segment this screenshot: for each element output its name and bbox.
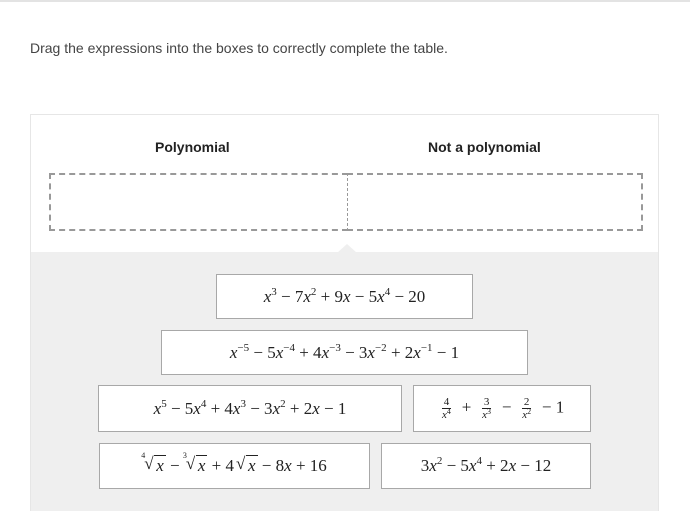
expression-tile[interactable]: $x^3 - 7x^2 + 9x - 5x^4 - 20$ bbox=[216, 274, 473, 319]
expression-tile[interactable]: $3x^2 - 5x^4 + 2x - 12$ bbox=[381, 443, 591, 489]
drop-zone-not-polynomial[interactable] bbox=[347, 173, 643, 231]
expression-tile[interactable]: $x^5 - 5x^4 + 4x^3 - 3x^2 + 2x - 1$ bbox=[98, 385, 402, 432]
expression-tile[interactable]: √ 4 x − √ 3 x + 4√ x − 8x + 16 bbox=[99, 443, 370, 489]
drop-zone-polynomial[interactable] bbox=[49, 173, 348, 231]
column-header-polynomial: Polynomial bbox=[155, 139, 230, 155]
top-divider bbox=[0, 0, 690, 2]
expression-tile[interactable]: $x^{-5} - 5x^{-4} + 4x^{-3} - 3x^{-2} + 2x^{-1} - 1$ bbox=[161, 330, 528, 375]
column-header-not-polynomial: Not a polynomial bbox=[428, 139, 541, 155]
instructions-text: Drag the expressions into the boxes to correctly complete the table. bbox=[30, 40, 448, 56]
expression-tile[interactable]: $\frac{4}{x^4}$ + $\frac{3}{x^3}$ − $\frac{2}{x^2}$ − 1 bbox=[413, 385, 591, 432]
